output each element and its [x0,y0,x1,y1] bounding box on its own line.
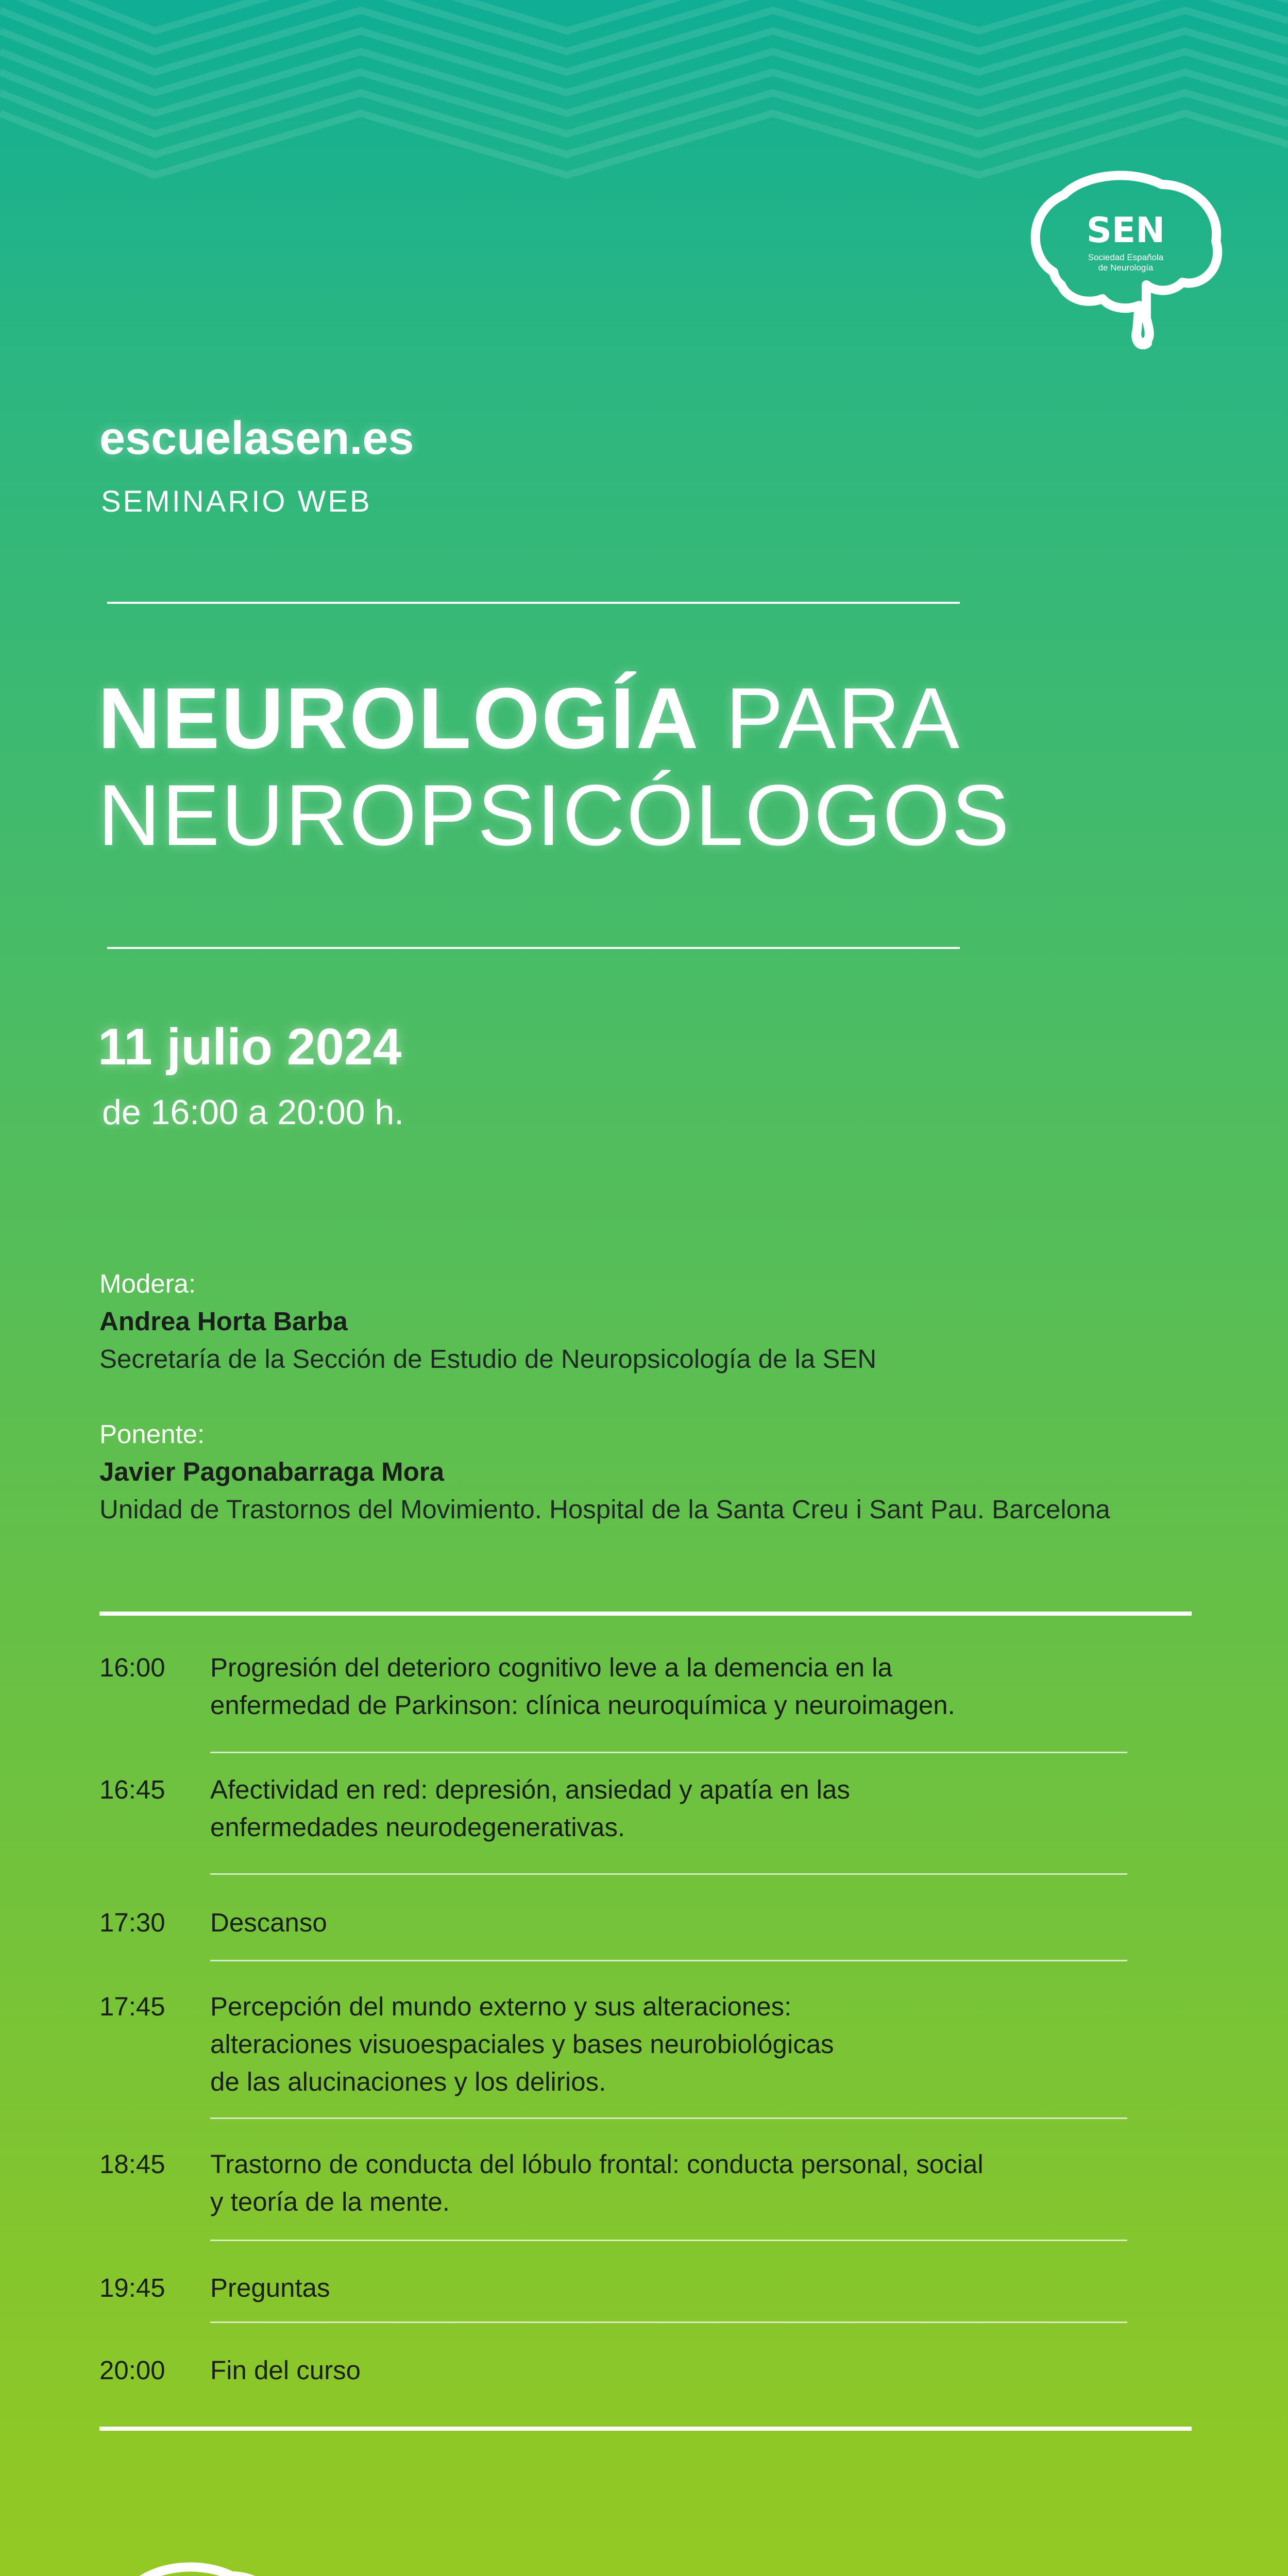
event-type-label: SEMINARIO WEB [101,485,372,518]
agenda-separator [210,2117,1127,2119]
agenda-text: Trastorno de conducta del lóbulo frontal: conducta personal, social y teoría de la mente. [210,2149,984,2216]
agenda-time: 19:45 [99,2273,165,2302]
logo-subtitle-line1: Sociedad Española [1088,252,1164,262]
title-top-divider [107,602,960,604]
agenda-time: 17:30 [99,1908,165,1937]
agenda-time: 17:45 [99,1992,165,2021]
agenda-text: Descanso [210,1908,327,1937]
event-date: 11 julio 2024 [98,1018,402,1076]
moderator-affiliation: Secretaría de la Sección de Estudio de Neuropsicología de la SEN [99,1344,877,1374]
speaker-role: Ponente: [99,1419,205,1449]
agenda-separator [210,1873,1127,1875]
moderator-block [99,1265,876,1378]
speaker-block [99,1415,1110,1528]
sen-logo-bottom [88,2555,304,2576]
moderator-name: Andrea Horta Barba [99,1307,348,1336]
event-time: de 16:00 a 20:00 h. [102,1093,404,1132]
agenda-separator [210,2321,1127,2323]
agenda-text: Preguntas [210,2273,330,2302]
title-light-2: NEUROPSICÓLOGOS [98,767,1011,863]
agenda-text: Progresión del deterioro cognitivo leve a la demencia en la enfermedad de Parkinson: clínica neuroquímica y neuroimagen. [210,1653,955,1720]
agenda-top-divider [99,1612,1192,1616]
speaker-affiliation: Unidad de Trastornos del Movimiento. Hospital de la Santa Creu i Sant Pau. Barcelona [99,1495,1110,1524]
agenda-text: Percepción del mundo externo y sus alteraciones: alteraciones visuoespaciales y bases neurobiológicas de las alucinaciones y los delirios. [210,1992,834,2096]
agenda-bottom-divider [99,2427,1192,2431]
agenda-separator [210,1752,1127,1753]
agenda-separator [210,1960,1127,1961]
agenda-separator [210,2240,1127,2241]
title-bold: NEUROLOGÍA [98,670,700,767]
sen-logo-top [1018,164,1234,349]
title-bottom-divider [107,947,960,949]
agenda-text: Afectividad en red: depresión, ansiedad y apatía en las enfermedades neurodegenerativas. [210,1775,850,1842]
logo-acronym: SEN [1086,210,1165,251]
moderator-role: Modera: [99,1269,196,1298]
page-title [98,670,1011,863]
speaker-name: Javier Pagonabarraga Mora [99,1457,444,1486]
agenda-time: 18:45 [99,2149,165,2179]
agenda-time: 16:00 [99,1653,165,1682]
agenda-time: 20:00 [99,2355,165,2385]
brain-outline-icon [88,2555,304,2576]
agenda-text: Fin del curso [210,2355,361,2385]
logo-subtitle-line2: de Neurología [1098,263,1154,273]
title-light-1: PARA [700,670,961,767]
website-url[interactable]: escuelasen.es [99,413,414,464]
agenda-time: 16:45 [99,1775,165,1804]
